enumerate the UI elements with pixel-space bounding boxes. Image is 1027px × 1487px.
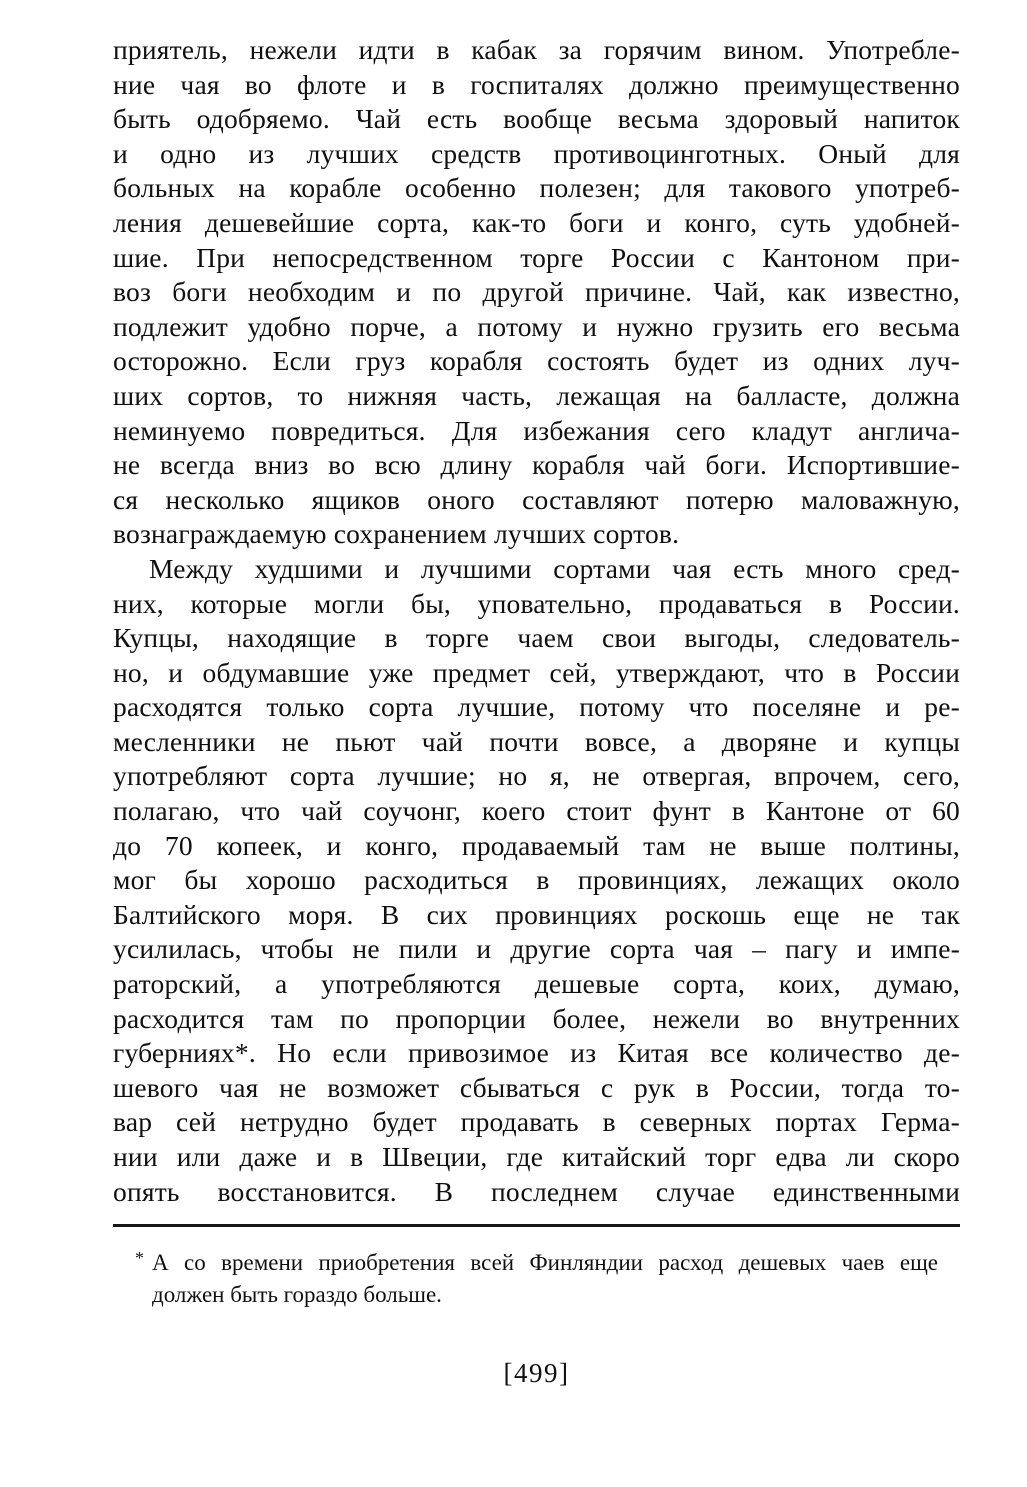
text-line: них, которые могли бы, уповательно, продаваться в России. bbox=[113, 587, 960, 619]
text-line: приятель, нежели идти в кабак за горячим вином. Употребле- bbox=[113, 34, 960, 65]
text-line: быть одобряемо. Чай есть вообще весьма здоровый напиток bbox=[113, 103, 960, 135]
text-line: расходится там по пропорции более, нежели во внутренних bbox=[113, 1002, 960, 1034]
text-line: усилилась, чтобы не пили и другие сорта чая – пагу и импе- bbox=[113, 933, 960, 965]
footnote bbox=[113, 1247, 938, 1311]
text-line: ние чая во флоте и в госпиталях должно преимущественно bbox=[113, 68, 960, 100]
text-line: ления дешевейшие сорта, как-то боги и конго, суть удобней- bbox=[113, 206, 960, 238]
text-line: нии или даже и в Швеции, где китайский торг едва ли скоро bbox=[113, 1141, 960, 1172]
text-line: воз боги необходим и по другой причине. Чай, как известно, bbox=[113, 276, 960, 308]
text-line: не всегда вниз во всю длину корабля чай боги. Испортившие- bbox=[113, 449, 960, 481]
text-line: подлежит удобно порче, а потому и нужно грузить его весьма bbox=[113, 310, 960, 342]
text-line: месленники не пьют чай почти вовсе, а дворяне и купцы bbox=[113, 725, 960, 757]
page-number: [499] bbox=[503, 1358, 570, 1388]
text-line: мог бы хорошо расходиться в провинциях, лежащих около bbox=[113, 864, 960, 896]
text-line: шевого чая не возможет сбываться с рук в России, тогда то- bbox=[113, 1071, 960, 1103]
footnote-line bbox=[135, 1247, 938, 1279]
text-line: вар сей нетрудно будет продавать в северных портах Герма- bbox=[113, 1106, 960, 1138]
text-line: расходятся только сорта лучшие, потому что поселяне и ре- bbox=[113, 691, 960, 723]
text-line: вознаграждаемую сохранением лучших сортов. bbox=[113, 518, 680, 550]
body-text bbox=[113, 33, 960, 1209]
text-line: неминуемо повредиться. Для избежания сего кладут англича- bbox=[113, 414, 960, 446]
text-line: Купцы, находящие в торге чаем свои выгоды, следователь- bbox=[113, 622, 960, 654]
footnote-divider bbox=[113, 1224, 960, 1227]
text-line: ся несколько ящиков оного составляют потерю маловажную, bbox=[113, 483, 960, 515]
text-line: и одно из лучших средств противоцинготных. Оный для bbox=[113, 137, 960, 169]
text-line: но, и обдумавшие уже предмет сей, утверждают, что в России bbox=[113, 656, 960, 688]
text-line: Балтийского моря. В сих провинциях роскошь еще не так bbox=[113, 898, 960, 930]
text-line: до 70 копеек, и конго, продаваемый там не выше полтины, bbox=[113, 829, 960, 861]
footnote-line: должен быть гораздо больше. bbox=[152, 1282, 442, 1308]
text-line: ших сортов, то нижняя часть, лежащая на балласте, должна bbox=[113, 379, 960, 411]
footnote-text: А со времени приобретения всей Финляндии расход дешевых чаев еще bbox=[152, 1250, 938, 1276]
text-line: шие. При непосредственном торге России с Кантоном при- bbox=[113, 241, 960, 273]
text-line: раторский, а употребляются дешевые сорта, коих, думаю, bbox=[113, 968, 960, 1000]
footnote-marker: * bbox=[135, 1248, 144, 1269]
text-line: осторожно. Если груз корабля состоять будет из одних луч- bbox=[113, 345, 960, 377]
text-line: опять восстановится. В последнем случае единственными bbox=[113, 1175, 960, 1207]
text-line: больных на корабле особенно полезен; для такового употреб- bbox=[113, 172, 960, 204]
text-line: Между худшими и лучшими сортами чая есть много сред- bbox=[149, 552, 960, 584]
text-line: губерниях*. Но если привозимое из Китая все количество де- bbox=[113, 1037, 960, 1069]
text-line: употребляют сорта лучшие; но я, не отвергая, впрочем, сего, bbox=[113, 760, 960, 792]
text-line: полагаю, что чай соучонг, коего стоит фунт в Кантоне от 60 bbox=[113, 795, 960, 827]
